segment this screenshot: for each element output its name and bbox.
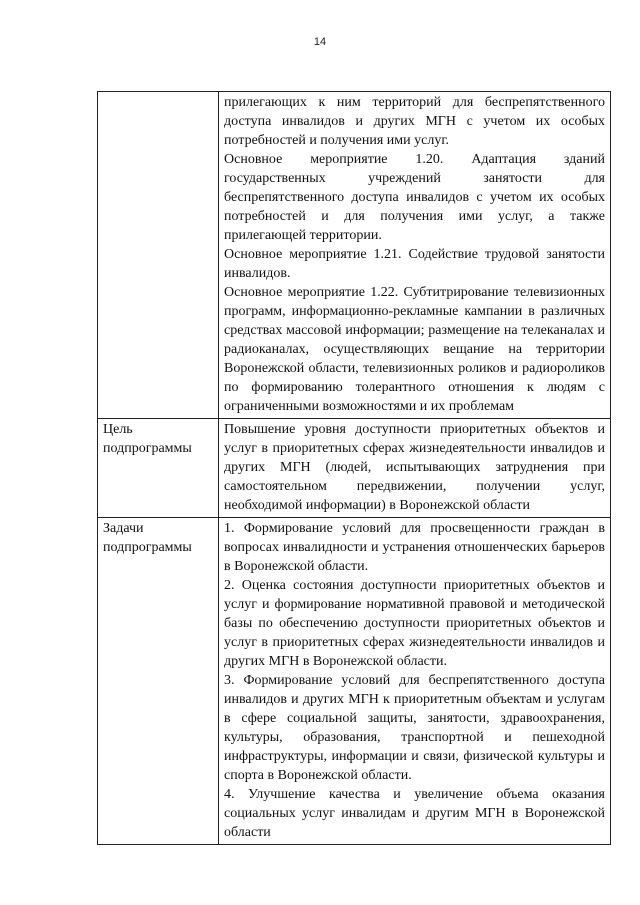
row-label-goal: Цель подпрограммы — [98, 419, 219, 518]
row-content — [219, 518, 611, 845]
paragraph: прилегающих к ним территорий для беспрепятственного доступа инвалидов и других МГН с учетом их особых потребностей и получения ими услуг. — [224, 95, 605, 148]
table-row — [98, 518, 611, 845]
paragraph: 1. Формирование условий для просвещенности граждан в вопросах инвалидности и устранения отношенческих барьеров в Воронежской области. — [224, 521, 605, 574]
row-content — [219, 92, 611, 419]
paragraph: Повышение уровня доступности приоритетных объектов и услуг в приоритетных сферах жизнедеятельности инвалидов и других МГН (людей, испытывающих затруднения при самостоятельном передвижении, получении услуг, необходимой информации) в Воронежской области — [224, 422, 605, 513]
row-label-tasks: Задачи подпрограммы — [98, 518, 219, 845]
paragraph: Основное мероприятие 1.20. Адаптация зданий государственных учреждений занятости для беспрепятственного доступа инвалидов с учетом их особых потребностей и для получения ими услуг, а также прилегающей территории. — [224, 152, 605, 243]
paragraph: Основное мероприятие 1.21. Содействие трудовой занятости инвалидов. — [224, 247, 605, 281]
paragraph: 3. Формирование условий для беспрепятственного доступа инвалидов и других МГН к приоритетным объектам и услугам в сфере социальной защиты, занятости, здравоохранения, культуры, образования, транспортной и пешеходной инфраструктуры, информации и связи, физической культуры и спорта в Воронежской области. — [224, 673, 605, 783]
row-content — [219, 419, 611, 518]
subprogram-passport-table — [97, 91, 611, 845]
paragraph: 4. Улучшение качества и увеличение объема оказания социальных услуг инвалидам и другим МГН в Воронежской области — [224, 787, 605, 840]
row-label — [98, 92, 219, 419]
page-number: 14 — [313, 36, 327, 48]
table-row — [98, 419, 611, 518]
table-row — [98, 92, 611, 419]
paragraph: 2. Оценка состояния доступности приоритетных объектов и услуг и формирование нормативной правовой и методической базы по обеспечению доступности приоритетных объектов и услуг в приоритетных сферах жизнедеятельности инвалидов и других МГН в Воронежской области. — [224, 578, 605, 669]
paragraph: Основное мероприятие 1.22. Субтитрирование телевизионных программ, информационно-рекламные кампании в различных средствах массовой информации; размещение на телеканалах и радиоканалах, осуществляющих вещание на территории Воронежской области, телевизионных роликов и радиороликов по формированию толерантного отношения к людям с ограниченными возможностями и их проблемам — [224, 285, 605, 414]
